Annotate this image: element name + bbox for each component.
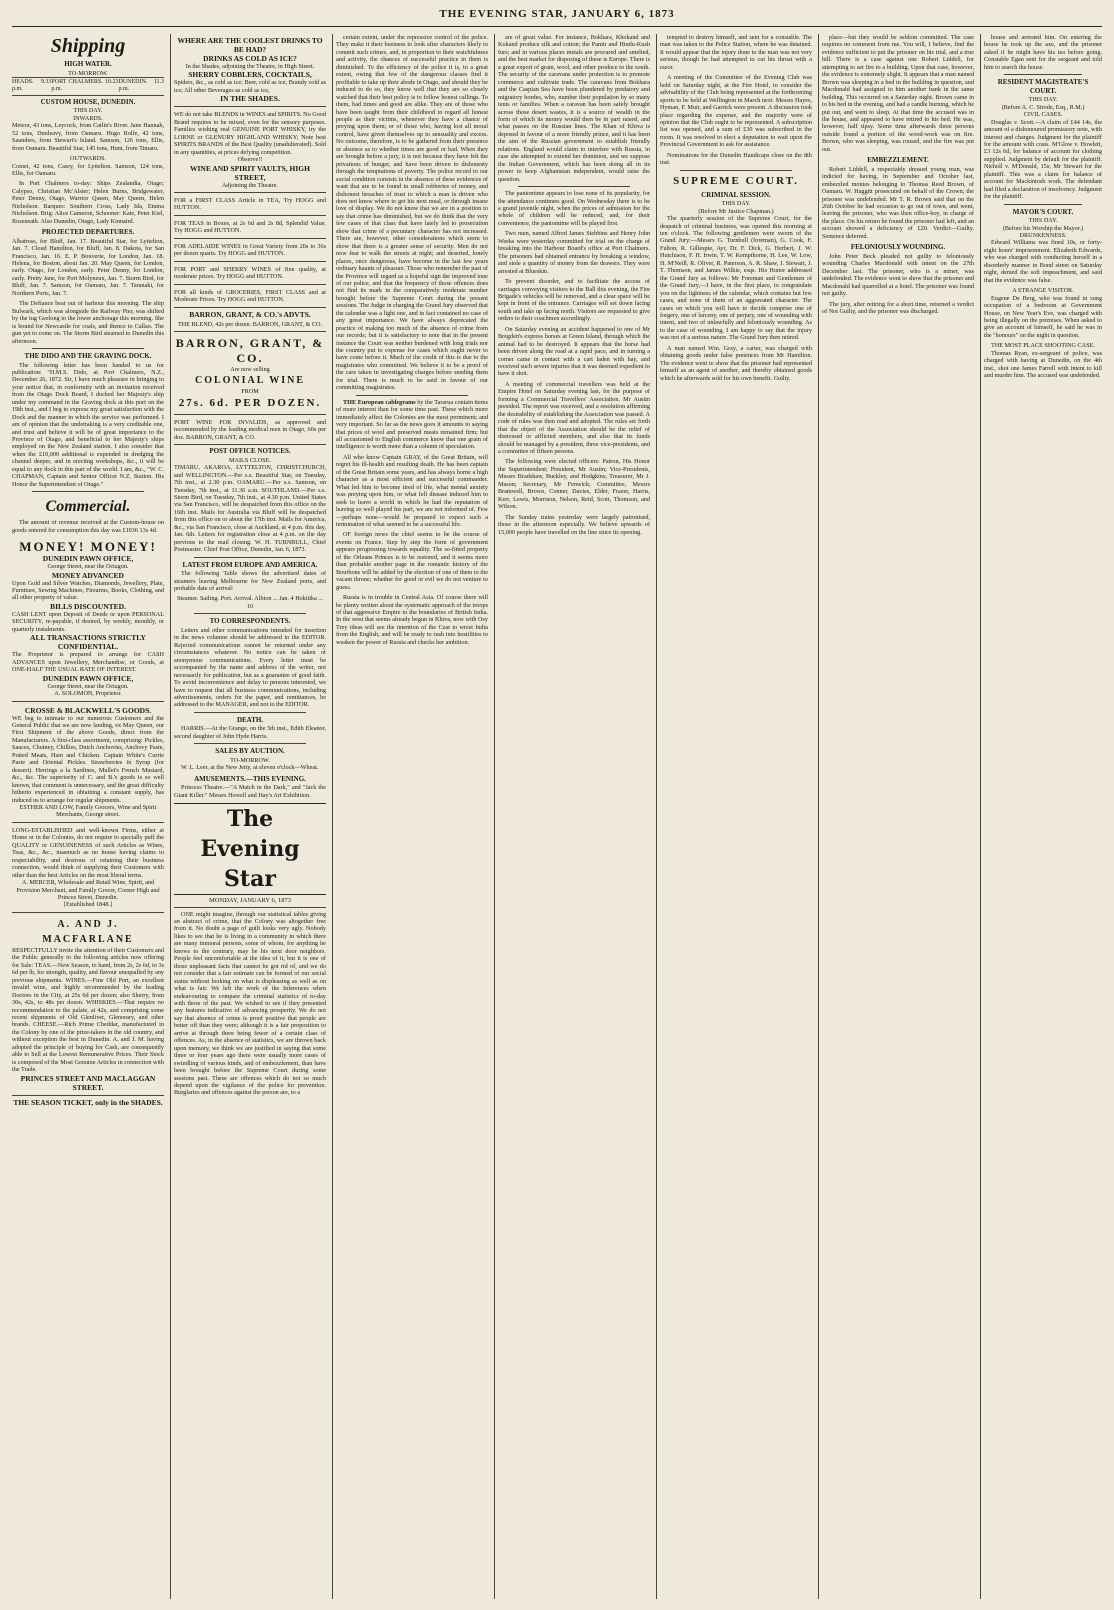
pawn-name: DUNEDIN PAWN OFFICE, xyxy=(42,673,134,683)
latest-table: Steamer. Sailing. Port. Arrival. Albion ... Jan. 4 Hokitika ... 10 xyxy=(176,595,324,610)
european-article xyxy=(336,399,488,451)
foreign-text: OF foreign news the chief seems to be the course of events on France. Step by step the form of government appears progressing towards equality. The so-fitted property of the Orleans Princes is to be restored, and it seems more than probable another page in the romantic history of the Bourbons will be added by the election of one of them to the vacant throne; whether for good or evil we do not venture to guess. xyxy=(336,531,488,591)
from-word: FROM xyxy=(241,388,259,396)
divider xyxy=(356,395,468,396)
price-big: 27s. 6d. PER DOZEN. xyxy=(178,396,322,409)
mayor-before: (Before his Worship the Mayor.) xyxy=(1002,224,1084,232)
tide-dunedin: DUNEDIN. 11.3 p.m. xyxy=(118,78,164,93)
projected-text: Albatross, for Bluff, Jan. 17. Beautiful Star, for Lyttelton, Jan. 7. Cloud Hamilton, for Bluff, Jan. 8. Dakota, for San Francisco, Jan. 16. E. P. Bouverie, for London, Jan. 18. Helena, for Boston, about Jan. 20. May Queen, for London, early. Otago, for London, early. Peter Denny, for London, early. Pretty Jane, for Port Molyneux, Jan. 7. Storm Bird, for Bluff, Jan. 7. Samson, for Oamaru, Jan. 7. Taranaki, for Northern Ports, Jan. 7. xyxy=(12,237,164,297)
bills-text: CASH LENT upon Deposit of Deeds or upon PERSONAL SECURITY, re-payable, if desired, by weekly, monthly, or quarterly instalments. xyxy=(12,610,164,633)
now-selling: Are now selling xyxy=(230,365,270,373)
commercial-text: The amount of revenue received at the Custom-house on goods entered for consumption this day was £1036 13s 4d. xyxy=(12,519,164,534)
sherry-heading: SHERRY COBBLERS, COCKTAILS, xyxy=(188,70,312,80)
outwards-text: Comet, 42 tons, Casey, for Lyttelton. Samson, 124 tons, Ellis, for Oamaru. xyxy=(12,162,164,177)
civil-heading: CIVIL CASES. xyxy=(1023,111,1063,119)
commercial-heading: Commercial. xyxy=(45,498,131,516)
shooting-heading: THE MOST PLACE SHOOTING CASE. xyxy=(991,342,1095,350)
editorial-text: ONE might imagine, through our statistical tables giving an abstract of crime, that the Colony was altogether free from it. No doubt a page of guilt looks very ugly. Nobody likes to see that he is living in a community in which there are many immoral persons, some of whom, for anything he knows to the contrary, may be his next door neighbors. People feel uncomfortable at the idea of it, but it is one of those unpleasant facts that cannot be got rid of, and we do not consider that a fair estimate can be formed of our social status without looking on what is displeasing as well as on what is fair. We left the work of the Inferences when endeavouring to compare the criminal statistics of to-day with those of the past. We wished to see if they presented any features indicative of advancing prosperity. We do not say that absence of crime is proof positive that people are better off than they were; although it is a fair proposition to arrive at through there being fewer of a certain class of offences. As, in the absence of statistics, we are thrown back upon memory, we think we are justified in saying that some three or four years ago there were usually more cases of swindling of various kinds, and of embezzlement, than have been brought before the Supreme Court during some sessions past. These are offences which do not so much depend upon the vigilance of the police for prevention. Burglaries and offences against the person are, to a xyxy=(174,910,326,1097)
newspaper-flag: The Evening Star xyxy=(174,803,326,895)
criminal-heading: CRIMINAL SESSION. xyxy=(701,190,771,199)
column-6 xyxy=(822,34,974,1599)
column-rule xyxy=(494,34,495,1599)
mercer-ad xyxy=(12,825,164,913)
divider xyxy=(194,712,306,713)
divider xyxy=(680,170,792,171)
column-rule xyxy=(980,34,981,1599)
column-rule xyxy=(818,34,819,1599)
hogg-hutton-ad-2 xyxy=(174,218,326,239)
inwards-text: Meteor, 43 tons, Leycock, from Catlin's River. Jane Hannah, 52 tons, Dunleavy, from Oamaru. Hugo Rolfe, 42 tons, Saunders, from Stewart's Island. Samson, 126 tons, Ellis, from Oamaru. Beautiful Star, 145 tons, Hunt, from Timaru. xyxy=(12,122,164,152)
russia-continued: are of great value. For instance, Bokhara, Khokand and Kokand produce silk and cotton; the Pamir and Hindu-Kush furs; and in various places metals are procured and smelted, and the best market for disposing of these is Europe. There is a great export of grain, wool, and other produce to the south. The security of the caravans under protection is to promote commerce and cultivate trade. The caravans from Bokhara and the Caspian Sea have been plundered by predatory and migratory hordes, who, number their population by so many tents or families. When a caravan has been safely brought across those desert wastes, it is a source of wealth in the form of which its money would then be in part raised, and what passes on the Russian lines. The Khan of Khiva is deposed in favour of a more friendly prince, and it has been the aim of the Russian government to establish friendly relations. England would claim to interfere with Russia, in case she attempted to extend her dominion, and we suppose the Indian Government, which has been doing all in its power to keep Afghanistan independent, would raise the question. xyxy=(498,34,650,183)
supreme-court-heading: SUPREME COURT. xyxy=(673,174,799,187)
column-1 xyxy=(12,34,164,1599)
mercer-est: [Established 1848.] xyxy=(63,901,113,909)
latest-heading: LATEST FROM EUROPE AND AMERICA. xyxy=(182,560,318,569)
dido-heading: THE DIDO AND THE GRAVING DOCK. xyxy=(24,352,152,360)
tea-line: FOR PORT and SHERRY WINES of fine quality, at moderate prices. Try HOGG and HUTTON. xyxy=(174,265,326,281)
pantomime-text: The pantomime appears to lose none of its popularity, for the attendance continues good. On Wednesday there is to be a grand juvenile night, when the prices of admission for the whole of children will be reduced, and, for their convenience, the pantomime will be played first. xyxy=(498,190,650,227)
post-heading: POST OFFICE NOTICES. xyxy=(209,447,291,456)
tea-line: FOR ADELAIDE WINES in Great Variety from 20s to 36s per dozen quarts. Try HOGG and HUTTON. xyxy=(174,242,326,258)
inmates-text: Two men, named Alfred James Stebbins and Henry John Weeks were yesterday committed for trial on the charge of breaking into the Harbour Board's office at Port Chalmers. The prisoners had obtained entrance by breaking a window, and stole a quantity of money from the drawers. They were arrested at Blueskin. xyxy=(498,230,650,275)
embezzlement-text: Robert Liddell, a respectably dressed young man, was indicted for having, in September and October last, embezzled monies belonging to Thomas Reed Brown, of Oamaru. W. Haggitt prosecuted on behalf of the Crown; the prisoner was undefended. Mr T. R. Brown said that on the 26th October he had occasion to go out of town, and went, leaving the prisoner, who was then office-boy, in charge of the place. On his return he found the prisoner had left, and an account showed a deficiency of £20. Verdict—Guilty. Sentence deferred. xyxy=(822,165,974,240)
in-shades: IN THE SHADES. xyxy=(220,94,280,104)
colonial-wine-ad xyxy=(174,334,326,415)
sales-heading: SALES BY AUCTION. xyxy=(215,747,285,756)
sales-text: W. L. Leer, at the New Jetty, at eleven o'clock—Wheat. xyxy=(181,764,319,772)
outwards-heading: OUTWARDS. xyxy=(70,155,106,163)
embezzlement-heading: EMBEZZLEMENT. xyxy=(867,156,929,165)
port-invalids-ad xyxy=(174,417,326,445)
column-6-text: place—but they would be seldom committed. The case requires no comment from me. You will, I believe, find the evidence sufficient to put the prisoner on his trial, and a true bill. There is a case against one Robert Liddell, for attempting to set fire to a building. Upon that case, however, the evidence is extremely slight. It appears that a man named Brown was sleeping in a bed in the building in question, and Macdonald had assigned to him another bank in the same building. This occurred on a Saturday night. Brown came in to his bed in the evening, and had a candle burning, which he put out, and went to sleep. At that time the accused was in the house, and appeared to have retired to his bed. He was, however, half tipsy. Some time afterwards three persons outside found a portion of the wood-work was on fire. Brown, who was sleeping, was roused, and the fire was put out. xyxy=(822,34,974,153)
column-5 xyxy=(660,34,812,1599)
coolest-heading: WHERE ARE THE COOLEST DRINKS TO BE HAD? xyxy=(177,36,323,54)
column-2 xyxy=(174,34,326,1599)
divider xyxy=(518,186,630,187)
passengers-text: In Port Chalmers to-day: Ships Zealandia, Otago; Calypso, Christian Mc'Alster; Helen Burns, Bridgewater, Peter Denny, Otago, Warrior Queen, May Queen, Helen Nicholson. Barques: Southern Cross, Lady Ida, Emma Nicholson. Brig: Alice Cameron, Schooner: Kate, Peter Kiel, Roseneath. Also Dunedin, Otago, Lady Kinnaird. xyxy=(12,180,164,225)
coolest-question: DRINKS AS COLD AS ICE? xyxy=(203,54,297,63)
pawn-office-ad xyxy=(12,537,164,701)
blend-text: THE BLEND, 42s per dozen. BARRON, GRANT, & CO. xyxy=(177,320,323,328)
mayor-heading: MAYOR'S COURT. xyxy=(1012,207,1074,216)
meeting-text: A meeting of commercial travellers was held at the Empire Hotel on Saturday evening last, for the purpose of forming a Commercial Travellers' Association. Mr Austin presided. The report was received, and a resolution affirming the desirability of establishing the Association was passed. A code of rules was then read and adopted. The rules set forth that the object of the Association should be the relief of distressed or afflicted members, and also that its funds should be managed by a president, three vice-presidents, and a committee of fifteen persons. xyxy=(498,380,650,456)
drunk-heading: DRUNKENNESS. xyxy=(1019,232,1067,240)
projected-heading: PROJECTED DEPARTURES. xyxy=(41,228,135,237)
divider xyxy=(32,348,144,349)
dido-text: The following letter has been handed to us for publication: "H.M.S. Dido, at Port Chalmers, N.Z., December 26, 1872. Sir, I have much pleasure in bringing to your notice that, in conformity with an invitation received from the Otago Dock Board, I docked her Majesty's ship under my command in the Graving dock at this port on the 19th inst., and I beg to express my great satisfaction with the Dock and the manner in which the service was performed. I am of opinion that the undertaking is a very creditable one, and trust and believe it will be of great importance to the Province of Otago, and beneficial to her Majesty's ships employed on the New Zealand station. I also consider that when the £10,000 additional is expended in dredging the channel deeper, and in erecting workshops, &c., it will be equal to any dock in this part of the world. I am, &c., "W. C. CHAPMAN, Captain and Senior Officer N.Z. Station. His Honor the Superintendent of Otago." xyxy=(12,361,164,488)
resident-heading: RESIDENT MAGISTRATE'S COURT. xyxy=(997,78,1089,95)
observe: Observe!! xyxy=(237,156,263,164)
corresp-text: Letters and other communications intended for insertion in the news columns should be addressed to the EDITOR. Rejected communications cannot be returned under any circumstances whatever. No notice can be taken of anonymous communications. Every letter must be accompanied by the name and address of the writer, not necessarily for publication, but as a guarantee of good faith. To avoid inconvenience and delay to persons interested, we have to request that all business communications, including advertisements, orders for the paper, and remittances, be addressed to the MANAGER, and not to the EDITOR. xyxy=(174,626,326,709)
crosse-heading: CROSSE & BLACKWELL'S GOODS. xyxy=(24,705,152,715)
sherry-text: Spiders, &c., as cold as ice; Beer, cold as ice; Brandy cold as ice; All other Beverages as cold as ice, xyxy=(174,79,326,94)
corresp-heading: TO CORRESPONDENTS. xyxy=(209,617,291,626)
stranger-text: Eugene De Berg, who was found in sung occupation of a bedroom at Government House, on New Year's Eve, was charged with being illegally on the premises. When asked to give an account of himself, he said he was in the "honours" on the night in question. xyxy=(984,294,1102,339)
european-text: by the Tararua contain items of more interest than for some time past. These which more immediately affect the Colonies are the most prominent; and very important. So far as the news goes it amounts to saying that prices of wool and preserved meats remained firm; but all accustomed to English commerce know that one grain of intelligence is worth more than a column of speculation. xyxy=(336,398,488,451)
pawn-heading: DUNEDIN PAWN OFFICE, xyxy=(42,554,134,564)
sales-sub: TO-MORROW. xyxy=(230,756,270,764)
post-text: TIMARU, AKAROA, LYTTELTON, CHRISTCHURCH, and WELLINGTON.—Per s.s. Beautiful Star, on Tuesday, 7th inst., at 2.30 p.m. OAMARU.—Per s.s. Samson, on Tuesday, 7th inst., at 11.30 a.m. SOUTHLAND.—Per s.s. Storm Bird, on Tuesday, 7th inst., at 4.30 p.m. United States via San Francisco, will be despatched from this office on the 16th inst. Mails for Australia via Bluff will be despatched from this office on or about the 17th inst. Mails for America, &c., via San Francisco, close at Auckland, at 4 p.m. this day, Jan. 6th. Letters for registration close at 4 p.m. on the day previous to the mail closing. W. H. TURNBULL, Chief Postmaster. Chief Post Office, Dunedin, Jan. 6, 1873. xyxy=(174,464,326,554)
divider xyxy=(194,557,306,558)
hogg-hutton-ad-3 xyxy=(174,241,326,262)
inwards-heading: INWARDS. xyxy=(73,114,103,122)
shipping-heading: Shipping xyxy=(50,35,126,57)
divider xyxy=(1004,204,1082,205)
column-rule xyxy=(656,34,657,1599)
captain-text: All who know Captain GRAY, of the Great Britain, will regret his ill-health and resulting death. He has been captain of the Great Britain some years, and has always borne a high character as a most efficient and successful commander. What led him to become tired of life, what mental anxiety was preying upon him, or what fell disease induced him to seek to leave a world in which he had the reputation of leaving so well played his part, we are not informed of. Few—perhaps none—would be prepared to expect such a termination of what seemed to be a successful life. xyxy=(336,453,488,528)
princes-street: PRINCES STREET AND MACLAGGAN STREET. xyxy=(20,1073,156,1092)
hogg-hutton-ad-1 xyxy=(174,195,326,216)
this-day: THIS DAY. xyxy=(721,200,751,208)
civil-text: Douglas v. Scott.—A claim of £44 14s, the amount of a dishonoured promissory note, with interest and charges. Judgment for the plaintiff for the amount with costs. M'Glow v. Howlett, £3 12s 6d, for balance of account for clothing supplied. Judgment by default for the plaintiff. Nicholl v. M'Donald, 15s; Mr Stewart for the plaintiff. This was a claim for balance of account for Mackintosh work. The defendant had filed a declaration of insolvency. Judgment for the plaintiff. xyxy=(984,118,1102,201)
this-day: THIS DAY. xyxy=(1028,96,1058,104)
crosse-sign: ESTHER AND LOW, Family Grocers, Wine and Spirit Merchants, George street. xyxy=(19,803,157,819)
column-5-text: tempted to destroy himself, and sent for a constable. The man was taken to the Police Station, where he was detained. It would appear that the injury done to the man was not very serious, though he had attempted to cut his throat with a razor. xyxy=(660,34,812,71)
death-text: HARRIS.—At the Grange, on the 5th inst., Edith Eleanor, second daughter of John Hyde Harris. xyxy=(174,725,326,740)
before: (Before A. C. Strode, Esq., R.M.) xyxy=(1001,103,1085,111)
custom-house-heading: CUSTOM HOUSE, DUNEDIN. xyxy=(40,97,136,106)
coolest-drinks-ad xyxy=(174,34,326,107)
divider xyxy=(1004,74,1082,75)
vaults-sub: Adjoining the Theatre. xyxy=(221,181,279,189)
amuse-text: Princess Theatre.—"A Match in the Dark," and "Jack the Giant Killer." Messrs Howell and Hay's Art Exhibition. xyxy=(174,784,326,799)
pawn-owner: A. SOLOMON, Proprietor. xyxy=(54,690,122,698)
european-heading: THE European cablegrams xyxy=(343,398,416,406)
divider xyxy=(32,491,144,492)
masthead: THE EVENING STAR, JANUARY 6, 1873 xyxy=(12,8,1102,27)
macfarlane-text: RESPECTFULLY invite the attention of their Customers and the Public generally to the following articles now offering for Sale: TEAS.—New Season, to hand, from 2s, 2s 6d, to 3s 6d per lb, for strength, quality, and flavour unequalled by any previous shipments. WINES.—Fine Old Port, an excellent invalid wine, and highly recommended by the leading Doctors in the City, at 25s 6d per dozen; also Sherry, from 30s, 42s, to 48s per dozen. WHISKIES.—That require no recommendation to the palate, at 42s, and comprising some recent shipments of Old Glenlivet, Glenorary, and other brands. CHEESE.—Rich Prime Cheddar, manufactured in the Colony by one of the prize-takers in the old country, and without exception the best in Dunedin. A. and J. M. having adopted the principle of buying for Cash, are consequently able to Sell at the Lowest Remunerative Prices. Their Stock is composed of the Most Genuine Articles in connection with the Trade. xyxy=(12,946,164,1074)
saturday-text: On Saturday evening an accident happened to one of Mr Bregden's express horses at Green Island, through which the animal had to be destroyed. It appears that the horse had been driven along the road at a rapid pace, and in turning a corner came in contact with a cart laden with hay, and received such severe injuries that it was deemed expedient to have it shot. xyxy=(498,325,650,378)
issue-date: MONDAY, JANUARY 6, 1873 xyxy=(174,897,326,907)
blend-ad xyxy=(174,319,326,332)
officers-text: The following were elected officers: Patron, His Honor the Superintendent; President, Mr Austin; Vice-Presidents, Messrs Bradshaw, Buckley, and Hodgkins; Treasurer, Mr J. Mason; Secretary, Mr Fenwick; Committee, Messrs Bramwell, Brown, Conner, Davies, Elder, Frazer, Harris, Kerr, Lewis, Morrison, Nelson, Reid, Scott, Thomson, and Wilson. xyxy=(498,458,650,511)
crosse-ad xyxy=(12,704,164,823)
hogg-hutton-ad-5 xyxy=(174,287,326,308)
column-4 xyxy=(498,34,650,1599)
vaults-heading: WINE AND SPIRIT VAULTS, HIGH STREET, xyxy=(190,163,310,182)
ship-text: The Defiance beat out of harbour this morning. The ship Bulwark, which was alongside the Railway Pier, was shifted by the tug Geelong to the lower anchorage this morning. She is bound for Newcastle for coals, and thence to Callao. The gun yet to come on. The Storm Bird steamed to Dunedin this afternoon. xyxy=(12,300,164,345)
column-7 xyxy=(984,34,1102,1599)
money-advanced: MONEY ADVANCED xyxy=(52,570,124,580)
colonial-wine: COLONIAL WINE xyxy=(194,375,305,387)
mayor-sub: THIS DAY. xyxy=(1028,217,1058,225)
nominations: Nominations for the Dunedin Handicaps close on the 8th inst. xyxy=(660,151,812,167)
cash-advances: The Proprietor is prepared to arrange for CASH ADVANCES upon Jewellery, Merchandise, or Goods, at ONE-HALF THE USUAL RATE OF INTEREST. xyxy=(12,651,164,674)
death-heading: DEATH. xyxy=(236,715,264,724)
coolest-text: In the Shades, adjoining the Theatre, in High Street. xyxy=(185,63,315,70)
duty-text: To prevent disorder, and to facilitate the access of carriages conveying visitors to the Ball this evening, the Fire Brigade's vehicles will be removed, and a clear space will be kept in front of the entrance. Carriages will set down facing south and take up facing north. Visitors are requested to give orders to their coachmen accordingly. xyxy=(498,278,650,323)
high-water-sub: TO-MORROW. xyxy=(68,69,108,77)
tide-heads: HEADS. 9.33 p.m. xyxy=(12,78,52,93)
stranger-heading: A STRANGE VISITOR. xyxy=(1012,287,1074,295)
editorial-continued: certain extent, under the repressive control of the police. They make it their business to look after characters likely to commit such crimes, and, in proportion to their watchfulness and activity, the chances of successful practice in them is diminished. To the efficiency of the police it is, to a great extent, owing that few of the dangerous classes find it profitable to take up their abode in Otago, and should they be induced to do so, they know well that they are so closely watched that their best policy is to follow honest callings. To them, bad times and good are alike. They are of those who have been taught from their childhood to regard all honest people as their victims, whenever they have a chance of preying upon them; or of those who, having lost all moral control, have given themselves up to sensuality and excess. No outcome, therefore, is to be gathered from their presence or absence as to whether times are good or bad. When they are brought before a jury, it is not because they have felt the privations of hunger, and have been driven to dishonesty through the temptations of poverty. The police record to our social condition consists in the absence of these evidences of want that are to be found in small robberies of money, and dishonest breaches of trust to which a man is driven who does not know where to get his next meal, or through insane love of display. We do not know that we are in a position to say that crime has diminished, but we do think that the very few cases of that class that have lately led to prosecution show that crime of a pecuniary character has not increased. There are, however, other considerations which seem to show that there is a greater sense of security. Men do not now fear to walk the streets at night; and deserted, lonely places, once dangerous, have become in the last few years ordinary haunts of pleasure. Those who remember the past of the Province will regard as a hopeful sign the improved tone of our police, and that the frequency of those offences does not find its mark in the comparatively moderate number brought before the Supreme Court during the present sessions. The Judge in charging the Grand Jury observed that the calendar was a light one, and in fact contained no case of any great importance. We have always deprecated the practice of making too much of the absence of crime from our records; but it is satisfactory to note that in the present instance the Court was neither burdened with long trials nor the country put to expense for cases which ought never to have come before it. Much of the credit of this is due to the magistrates who committed. We believe it to be a proof of the care taken in investigating charges before sending them for trial. There is much to be said in favour of our committing magistrates. xyxy=(336,34,488,392)
column-7-text: house and arrested him. On entering the house he took up the axe, and the prisoner asked if he might have his tea before going. Constable Egan sent for the sergeant and told him to search the house. xyxy=(984,34,1102,71)
divider xyxy=(194,613,306,614)
blends-text: WE do not take BLENDS in WINES and SPIRITS. No Good Brand requires to be mixed, even for the sensory purposes. Families wishing real GENUINE PORT WHISKY, try the LORNE or GLENURY HIGHLAND WHISKY; Note best SPIRITS BRANDS of the Best Quality (unadulterated). Sold in any quantities, at prices defying competition. xyxy=(174,111,326,156)
latest-text: The following Table shows the advertised dates of steamers leaving Melbourne for New Zealand ports, and probable date of arrival: xyxy=(174,570,326,593)
money-heading: MONEY! MONEY! xyxy=(19,539,157,555)
port-invalids: PORT WINE FOR INVALIDS, as approved and recommended by the leading medical men in Otago, 60s per doz. BARRON, GRANT, & CO. xyxy=(174,418,326,441)
blends-ad xyxy=(174,109,326,193)
fatal-text: A man named Wm. Gray, a carter, was charged with obtaining goods under false pretences from Mr Hamilton. The evidence went to show that the prisoner had represented himself as an agent of another, and thereby obtained goods which he afterwards sold for his own benefit. Guilty. xyxy=(660,344,812,382)
pawn-text: Upon Gold and Silver Watches, Diamonds, Jewellery, Plate, Furniture, Sewing Machines, Firearms, Books, Clothing, and all other property of value. xyxy=(12,579,164,602)
pawn-address: George Street, near the Octagon. xyxy=(47,563,129,571)
felonious-text: John Peter Beck pleaded not guilty to feloniously wounding Charles Macdonald with intent on the 27th December last. The prisoner, who is a miner, was undefended. The evidence went to show that the prisoner and Macdonald had quarrelled at a hotel. The prisoner was found not guilty. xyxy=(822,252,974,298)
shooting-text: Thomas Ryan, ex-sergeant of police, was charged with having at Dunedin, on the 4th inst., shot one James Farrell with intent to kill and murder him. The accused was undefended. xyxy=(984,349,1102,380)
column-3 xyxy=(336,34,488,1599)
macfarlane-ad xyxy=(12,915,164,1096)
confidential: ALL TRANSACTIONS STRICTLY CONFIDENTIAL. xyxy=(30,633,146,652)
drunk-text: Edward Williams was fined 10s, or forty-eight hours' imprisonment. Elizabeth Edwards, who was charged with conducting herself in a disorderly manner in Bond street on Saturday night, denied the soft impeachment, and said that the evidence was false. xyxy=(984,239,1102,284)
hogg-hutton-ad-4 xyxy=(174,264,326,285)
pawn-street: George Street, near the Octagon. xyxy=(47,682,129,690)
tea-line: FOR a FIRST CLASS Article in TEA, Try HOGG and HUTTON. xyxy=(174,196,326,212)
verdict-text: The jury, after retiring for a short time, returned a verdict of Not Guilty, and the prisoner was discharged. xyxy=(822,300,974,315)
amuse-heading: AMUSEMENTS.—THIS EVENING. xyxy=(194,774,306,783)
mails-close: MAILS CLOSE. xyxy=(229,456,271,464)
russia-text: Russia is in trouble in Central Asia. Of course there will be plenty written about the systematic approach of the troops of that aggressive Empire to the boundaries of British India. In the west that seems already begun in Khiva, now with Osy Trey ideas will see the intention of the Czar to wrest India from the English, and will be ready to rush into hostilities to weaken the power of Russia and checks her ambition. xyxy=(336,594,488,646)
sundays-text: The Sunday trains yesterday were largely patronised, those in the afternoon especially. We believe upwards of 15,000 people have travelled on the line since its opening. xyxy=(498,513,650,536)
crosse-text: WE beg to intimate to our numerous Customers and the General Public that we are now landing, ex May Queen, our First Shipment of the above Goods, direct from the Manufacturers. A first-class assortment, comprising: Pickles, Sauces, Chutney, Chillies, Dutch Anchovies, Anchovy Paste, Potted Meats, Ham and Chicken. Captain White's Currie Paste and Oriental Pickles. Strawberries in Syrup (for dessert). Herrings a la Sardines, Mullet's French Mustard, &c., &c. The superiority of C. and B.'s goods is so well known, that comment is unnecessary, and the great difficulty hitherto experienced in obtaining a constant supply, has induced us to arrange for regular shipments. xyxy=(12,714,164,804)
tea-line: FOR all kinds of GROCERIES, FIRST CLASS and at Moderate Prices. Try HOGG and HUTTON. xyxy=(174,288,326,304)
judge: (Before Mr Justice Chapman.) xyxy=(698,207,774,215)
season-ticket: THE SEASON TICKET, only in the SHADES. xyxy=(13,1097,163,1107)
newspaper-page xyxy=(12,8,1102,1604)
mercer-sign: A. MERCER, Wholesale and Retail Wine, Spirit, and Provision Merchant, and Family Grocer, Corner High and Princes Street, Dunedin. xyxy=(16,879,160,901)
this-day: THIS DAY. xyxy=(73,107,103,115)
felonious-heading: FELONIOUSLY WOUNDING. xyxy=(850,243,946,252)
barron-sign: BARRON, GRANT, & CO.'s ADVTS. xyxy=(189,309,311,319)
tide-port-chalmers: PORT CHALMERS. 10.23 p.m. xyxy=(51,78,119,93)
high-water-heading: HIGH WATER. xyxy=(64,60,112,68)
column-rule xyxy=(332,34,333,1599)
tea-line: FOR TEAS in Boxes, at 2s 6d and 2s 8d, Splendid Value. Try HOGG and HUTTON. xyxy=(174,219,326,235)
tide-table xyxy=(12,77,164,96)
bills-heading: BILLS DISCOUNTED. xyxy=(50,601,126,611)
mercer-text: LONG-ESTABLISHED and well-known Firms, either at Home or in the Colonies, do not require to specially puff the QUALITY or GENUINENESS of such Articles as Wines, Teas, &c., &c., inasmuch as no house having claims to respectability, and desirous of retaining their business connection, would think of supplying their Customers with other than the best Articles on the most liberal terms. xyxy=(12,826,164,879)
barron-big: BARRON, GRANT, & CO. xyxy=(175,335,325,365)
fire-text: A meeting of the Committee of the Evening Club was held on Saturday night, at the Fire Hotel, to consider the advisability of the Club being represented at the forthcoming sports to be held at Wellington in March next. Messrs Hayes, Hyman, F. Muir, and Garrick were present. A discussion took place regarding the expense, and the majority were of opinion that the Club ought to be represented. A subscription list was opened, and a sum of £30 was subscribed in the room. It was resolved to elect a deputation to wait upon the Provincial Government to ask for assistance. xyxy=(660,74,812,149)
court-text: The quarterly session of the Supreme Court, for the despatch of criminal business, was opened this morning at ten o'clock. The following gentlemen were sworn of the Grand Jury:—Messrs G. Turnbull (foreman), G. Cook, F. Fulton, R. Gillespie, Ayr, Dr. F. Dick, G. Herbert, J. W. Hutchison, F. H. Irwin, T. W. Kempthorne, H. Lee, W. Low, H. M'Neill, R. Oliver, R. Paterson, A. R. Shaw, J. Stewart, J. T. Thomson, and James Wilkie, esqs. His Honor addressed the Grand Jury as follows: Mr Foreman and Gentlemen of the Grand Jury,—I have, in the first place, to congratulate you on the lightness of the calendar, which contains but few cases, and none of them of an aggravated character. The cases on which you will have to decide comprise one of forgery, one of larceny, one of perjury, one of wounding with intent, and two of unlawfully and feloniously wounding. As to the case of wounding, I am happy to say that the injury was not of a serious nature. The Grand Jury then retired. xyxy=(660,215,812,342)
column-rule xyxy=(170,34,171,1599)
divider xyxy=(194,743,306,744)
macfarlane-heading: A. AND J. MACFARLANE xyxy=(42,918,134,945)
